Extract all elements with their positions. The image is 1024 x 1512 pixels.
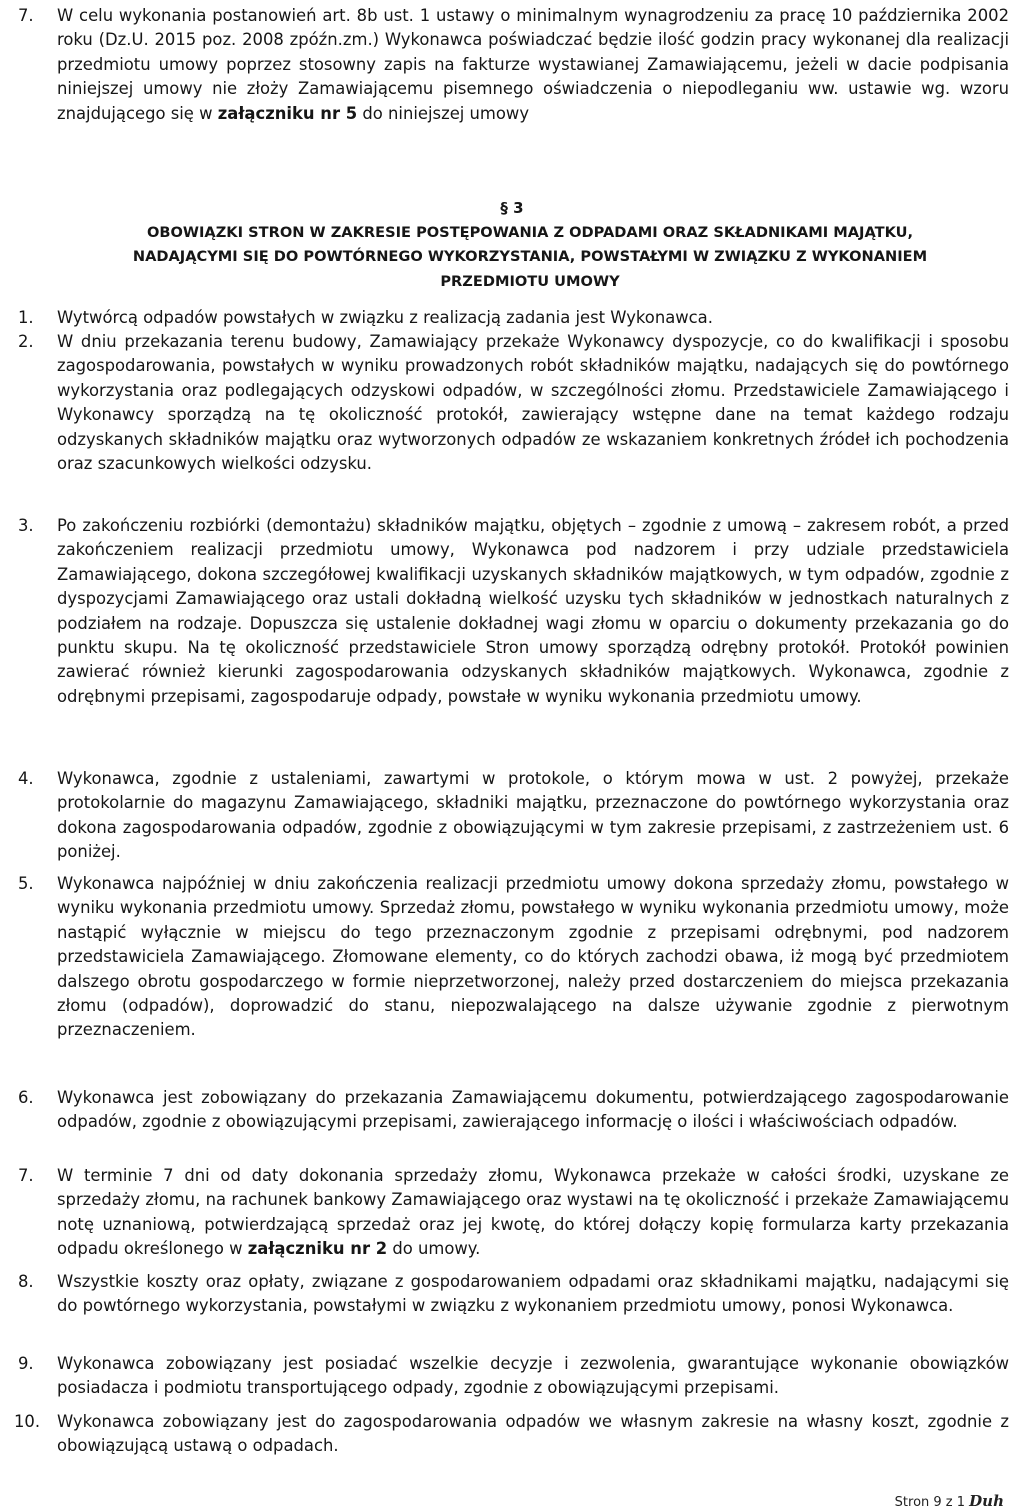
paragraph-7-text — [57, 4, 1009, 126]
paragraph-text: W celu wykonania postanowień art. 8b ust. 1 ustawy o minimalnym wynagrodzeniu za pracę 10 października 2002 roku (Dz.U. 2015 poz. 2008 zpóźn.zm.) Wykonawca poświadczać będzie ilość godzin pracy wykonanej dla realizacji przedmiotu umowy poprzez stosowny zapis na fakturze wystawianej Zamawiającemu, jeżeli w dacie podpisania niniejszej umowy nie złoży Zamawiającemu pisemnego oświadczenia o niepodleganiu ww. ustawie wg. wzoru znajdującego się w — [57, 6, 1009, 123]
item-text-part: W terminie 7 dni od daty dokonania sprzedaży złomu, Wykonawca przekaże w całości środki, uzyskane ze sprzedaży złomu, na rachunek bankowy Zamawiającego oraz wystawi na tę okoliczność i przekaże Zamawiającemu notę uznaniową, potwierdzającą sprzedaż oraz jej kwotę, do której dołączy kopię formularza karty przekazania odpadu określonego w — [57, 1166, 1009, 1259]
item-text: Wykonawca zobowiązany jest do zagospodarowania odpadów we własnym zakresie na własny koszt, zgodnie z obowiązującą ustawą o odpadach. — [57, 1412, 1009, 1456]
paragraph-number: 7. — [18, 6, 34, 25]
item-number: 7. — [18, 1166, 34, 1185]
item-number: 9. — [18, 1354, 34, 1373]
item-text: Wykonawca, zgodnie z ustaleniami, zawartymi w protokole, o którym mowa w ust. 2 powyżej, przekaże protokolarnie do magazynu Zamawiającego, składniki majątku, przeznaczone do powtórnego wykorzystania oraz dokona zagospodarowania odpadów, zgodnie z obowiązującymi w tym zakresie przepisami, z zastrzeżeniem ust. 6 poniżej. — [57, 769, 1009, 862]
item-number: 4. — [18, 769, 34, 788]
item-text: Wykonawca najpóźniej w dniu zakończenia realizacji przedmiotu umowy dokona sprzedaży złomu, powstałego w wyniku wykonania przedmiotu umowy. Sprzedaż złomu, powstałego w wyniku wykonania przedmiotu umowy, może nastąpić wyłącznie w miejscu do tego przeznaczonym zgodnie z przepisami odrębnymi, pod nadzorem przedstawiciela Zamawiającego. Złomowane elementy, co do których zachodzi obawa, iż mogą być przedmiotem dalszego obrotu gospodarczego w formie nieprzetworzonej, należy przed dostarczeniem do miejsca przekazania złomu (odpadów), doprowadzić do stanu, niepozwalającego na dalsze używanie zgodnie z pierwotnym przeznaczeniem. — [57, 874, 1009, 1040]
attachment-reference: załączniku nr 2 — [247, 1239, 388, 1259]
item-number: 10. — [14, 1412, 41, 1431]
item-number: 5. — [18, 874, 34, 893]
item-text: Wszystkie koszty oraz opłaty, związane z gospodarowaniem odpadami oraz składnikami majątku, nadającymi się do powtórnego wykorzystania, powstałymi w związku z wykonaniem przedmiotu umowy, ponosi Wykonawca. — [57, 1272, 1009, 1316]
item-text: W dniu przekazania terenu budowy, Zamawiający przekaże Wykonawcy dyspozycje, co do kwalifikacji i sposobu zagospodarowania, powstałych w wyniku prowadzonych robót składników majątku, nadających się do powtórnego wykorzystania oraz podlegających odzyskowi odpadów, w szczególności złomu. Przedstawiciele Zamawiającego i Wykonawcy sporządzą na tę okoliczność protokół, zawierający wstępne dane na temat każdego rodzaju odzyskanych składników majątku oraz wytworzonych odpadów ze wskazaniem konkretnych źródeł ich pochodzenia oraz szacunkowych wielkości odzysku. — [57, 332, 1009, 474]
item-text: Wykonawca jest zobowiązany do przekazania Zamawiającemu dokumentu, potwierdzającego zagospodarowanie odpadów, zgodnie z obowiązującymi przepisami, zawierającego informację o ilości i właściwościach odpadów. — [57, 1088, 1009, 1132]
item-text: Po zakończeniu rozbiórki (demontażu) składników majątku, objętych – zgodnie z umową – zakresem robót, a przed zakończeniem realizacji przedmiotu umowy, Wykonawca pod nadzorem i przy udziale przedstawiciela Zamawiającego, dokona szczegółowej kwalifikacji uzyskanych składników majątkowych, w tym odpadów, zgodnie z dyspozycjami Zamawiającego oraz ustali dokładną wielkość uzysku tych składników w jednostkach naturalnych z podziałem na rodzaje. Dopuszcza się ustalenie dokładnej wagi złomu w oparciu o dokumenty przekazania go do punktu skupu. Na tę okoliczność przedstawiciele Stron umowy sporządzą odrębny protokół. Protokół powinien zawierać również kierunki zagospodarowania odzyskanych składników majątkowych. Wykonawca, zgodnie z odrębnymi przepisami, zagospodaruje odpady, powstałe w wyniku wykonania przedmiotu umowy. — [57, 516, 1009, 706]
item-text — [57, 1164, 1009, 1262]
item-text-part: do umowy. — [387, 1239, 481, 1259]
item-number: 6. — [18, 1088, 34, 1107]
item-number: 8. — [18, 1272, 34, 1291]
initials-signature: Duh — [969, 1492, 1004, 1510]
item-number: 1. — [18, 308, 34, 327]
item-text: Wytwórcą odpadów powstałych w związku z realizacją zadania jest Wykonawca. — [57, 308, 713, 327]
section-heading: OBOWIĄZKI STRON W ZAKRESIE POSTĘPOWANIA Z ODPADAMI ORAZ SKŁADNIKAMI MAJĄTKU, NADAJĄCYMI SIĘ DO POWTÓRNEGO WYKORZYSTANIA, POWSTAŁYMI W ZWIĄZKU Z WYKONANIEM PRZEDMIOTU UMOWY — [132, 224, 928, 290]
item-number: 3. — [18, 516, 34, 535]
section-symbol: § 3 — [500, 199, 524, 217]
item-text: Wykonawca zobowiązany jest posiadać wszelkie decyzje i zezwolenia, gwarantujące wykonanie obowiązków posiadacza i podmiotu transportującego odpady, zgodnie z obowiązującymi przepisami. — [57, 1354, 1009, 1398]
page-footer — [895, 1492, 1004, 1512]
item-number: 2. — [18, 332, 34, 351]
page-number-label: Stron 9 z 1 — [894, 1495, 966, 1510]
attachment-reference: załączniku nr 5 — [217, 103, 358, 123]
paragraph-text: do niniejszej umowy — [357, 103, 530, 123]
